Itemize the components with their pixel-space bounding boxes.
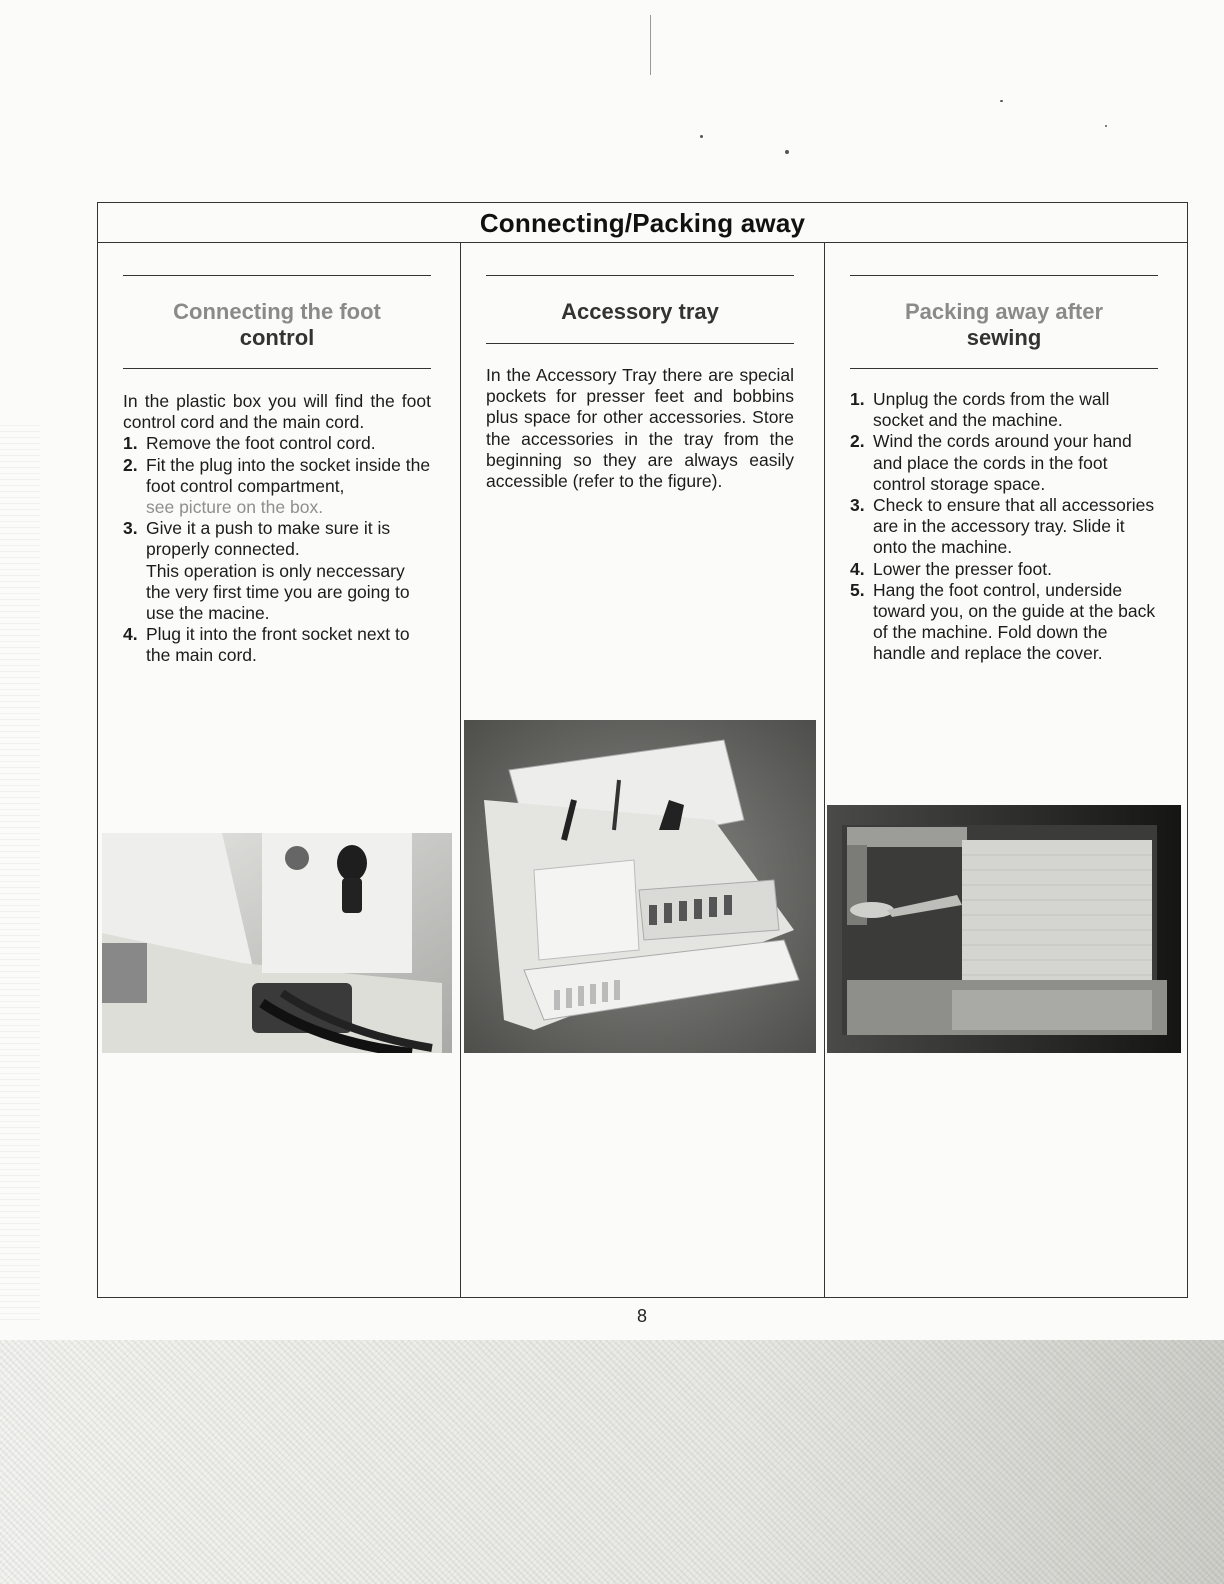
- machine-illustration: [827, 805, 1181, 1053]
- list-item: [850, 580, 1158, 665]
- step-number: 3.: [123, 518, 138, 539]
- content-frame: [97, 202, 1188, 1298]
- scan-speck: [650, 15, 651, 75]
- step-number: 4.: [850, 558, 865, 579]
- step-note: see picture on the box.: [146, 497, 324, 518]
- step-text: Check to ensure that all accessories are in the accessory tray. Slide it onto the machine.: [873, 495, 1155, 558]
- section-body: [123, 391, 431, 667]
- column-accessory-tray: [461, 243, 825, 1297]
- list-item: [850, 431, 1158, 495]
- section-heading: [118, 299, 436, 351]
- scan-margin-noise: [0, 420, 40, 1320]
- column-packing-away: [825, 243, 1187, 1297]
- steps-list: [123, 433, 431, 666]
- column-connecting-foot-control: [98, 243, 461, 1297]
- list-item: [850, 495, 1158, 559]
- step-number: 2.: [123, 454, 138, 475]
- section-heading: [845, 299, 1163, 351]
- step-text: Give it a push to make sure it is properly connected.: [146, 518, 391, 560]
- intro-paragraph: In the Accessory Tray there are special pockets for presser feet and bobbins plus space for other accessories. Store the accessories in the tray from the beginning so they are always easily accessible (refer to the figure).: [486, 365, 794, 492]
- packed-machine-photo: [827, 805, 1181, 1053]
- tray-illustration: [464, 720, 816, 1053]
- heading-line: sewing: [966, 325, 1042, 350]
- steps-list: [850, 389, 1158, 665]
- list-item: [123, 433, 431, 454]
- scan-speck: [1000, 100, 1003, 102]
- step-number: 1.: [123, 433, 138, 454]
- section-body: [850, 389, 1158, 665]
- socket-illustration: [102, 833, 452, 1053]
- list-item: [850, 559, 1158, 580]
- heading-rule-top: [123, 275, 431, 276]
- heading-rule-top: [486, 275, 794, 276]
- list-item: [123, 455, 431, 519]
- step-text: Lower the presser foot.: [873, 558, 1052, 579]
- section-body: [486, 365, 794, 492]
- step-text: Hang the foot control, underside toward you, on the guide at the back of the machine. Fold down the handle and replace the cover.: [873, 579, 1156, 664]
- step-number: 1.: [850, 389, 865, 409]
- accessory-tray-photo: [464, 720, 816, 1053]
- heading-rule-top: [850, 275, 1158, 276]
- scan-speck: [1105, 125, 1107, 127]
- scan-bottom-noise: [0, 1340, 1224, 1584]
- step-text: Wind the cords around your hand and place the cords in the foot control storage space.: [873, 431, 1132, 494]
- list-item: [123, 624, 431, 666]
- step-number: 3.: [850, 495, 865, 516]
- heading-rule-bottom: [850, 368, 1158, 369]
- scan-speck: [785, 150, 789, 154]
- step-text: Remove the foot control cord.: [146, 433, 376, 454]
- section-heading: Accessory tray: [561, 299, 719, 324]
- foot-control-socket-photo: [102, 833, 452, 1053]
- step-text: Fit the plug into the socket inside the foot control compartment,: [146, 454, 431, 496]
- step-text: Plug it into the front socket next to the main cord.: [146, 624, 410, 666]
- list-item: [850, 389, 1158, 431]
- intro-paragraph: In the plastic box you will find the foot control cord and the main cord.: [123, 391, 431, 433]
- list-item: [123, 518, 431, 624]
- heading-rule-bottom: [486, 343, 794, 344]
- heading-line: Packing away after: [904, 299, 1104, 324]
- heading-line: Connecting the foot: [173, 299, 381, 324]
- page-title: Connecting/Packing away: [98, 203, 1187, 243]
- step-text: Unplug the cords from the wall socket and the machine.: [873, 389, 1110, 431]
- step-number: 2.: [850, 431, 865, 452]
- step-number: 5.: [850, 579, 865, 600]
- scan-speck: [700, 135, 703, 138]
- heading-line: control: [239, 325, 315, 350]
- page-number: 8: [636, 1306, 647, 1326]
- step-number: 4.: [123, 624, 138, 645]
- heading-rule-bottom: [123, 368, 431, 369]
- step-note: This operation is only neccessary the very first time you are going to use the macine.: [146, 560, 410, 624]
